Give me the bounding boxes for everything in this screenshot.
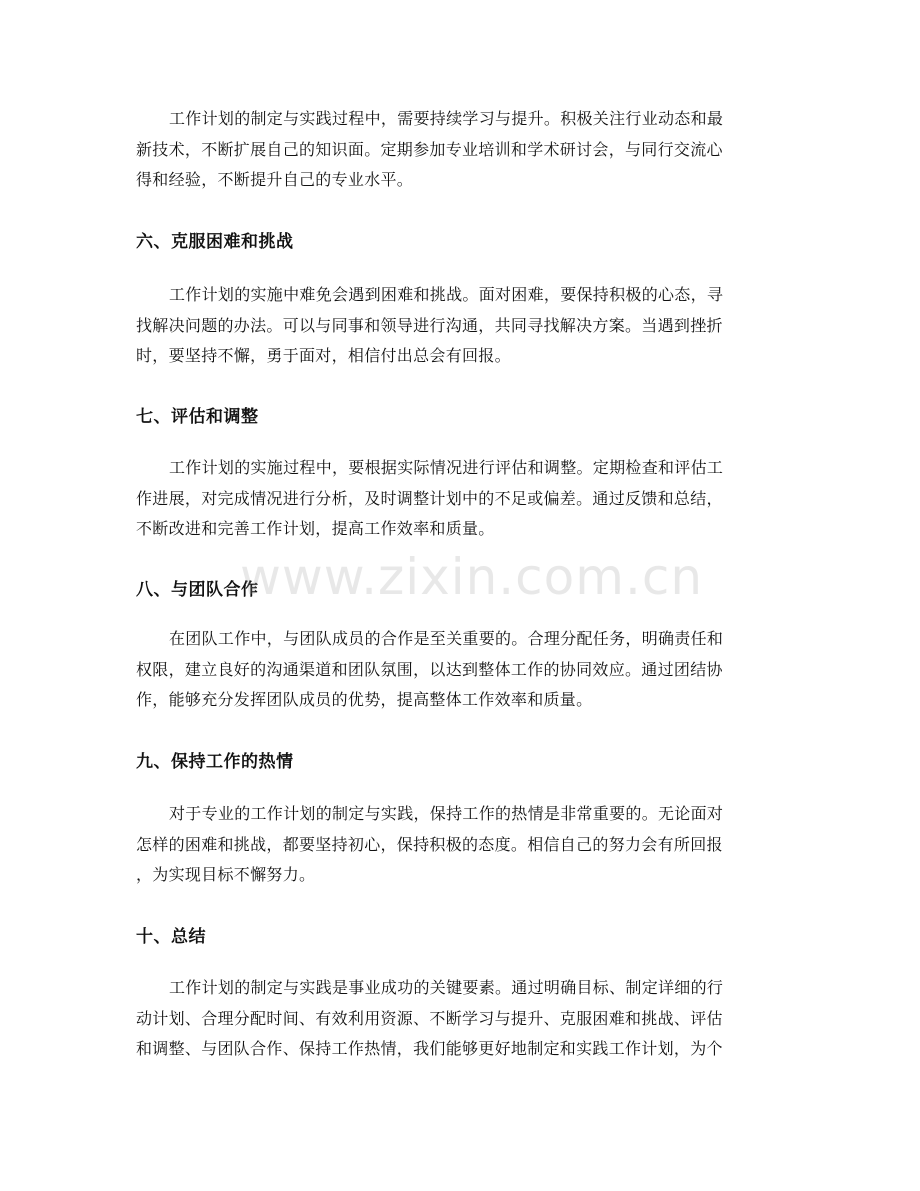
paragraph-team-cooperation [136,624,786,716]
paragraph-line: 得和经验，不断提升自己的专业水平。 [136,170,414,189]
paragraph-line: 工作计划的实施过程中，要根据实际情况进行评估和调整。定期检查和评估工 [169,458,724,477]
paragraph-line: 工作计划的制定与实践是事业成功的关键要素。通过明确目标、制定详细的行 [169,978,724,997]
paragraph-keep-passion [136,799,786,891]
paragraph-line: 在团队工作中，与团队成员的合作是至关重要的。合理分配任务，明确责任和 [169,629,724,648]
section-heading-10: 十、总结 [136,927,206,947]
paragraph-line: 工作计划的实施中难免会遇到困难和挑战。面对困难，要保持积极的心态，寻 [169,285,724,304]
paragraph-line: 时，要坚持不懈，勇于面对，相信付出总会有回报。 [136,346,511,365]
paragraph-continuous-learning [136,104,786,196]
paragraph-line: ，为实现目标不懈努力。 [136,865,316,884]
section-heading-8: 八、与团队合作 [136,580,259,600]
paragraph-line: 作进展，对完成情况进行分析，及时调整计划中的不足或偏差。通过反馈和总结， [136,488,723,508]
paragraph-line: 作，能够充分发挥团队成员的优势，提高整体工作效率和质量。 [136,690,593,709]
paragraph-line: 不断改进和完善工作计划，提高工作效率和质量。 [136,519,495,538]
paragraph-line: 找解决问题的办法。可以与同事和领导进行沟通，共同寻找解决方案。当遇到挫折 [136,315,723,335]
paragraph-line: 对于专业的工作计划的制定与实践，保持工作的热情是非常重要的。无论面对 [169,804,724,823]
paragraph-summary [136,973,786,1065]
paragraph-overcome-difficulties [136,280,786,372]
watermark: www.zixin.com.cn [240,548,704,606]
section-heading-6: 六、克服困难和挑战 [136,232,294,252]
paragraph-line: 新技术，不断扩展自己的知识面。定期参加专业培训和学术研讨会，与同行交流心 [136,139,723,159]
section-heading-7: 七、评估和调整 [136,407,259,427]
paragraph-evaluate-adjust [136,453,786,545]
section-heading-9: 九、保持工作的热情 [136,752,294,772]
paragraph-line: 和调整、与团队合作、保持工作热情，我们能够更好地制定和实践工作计划，为个 [136,1039,723,1058]
paragraph-line: 权限，建立良好的沟通渠道和团队氛围，以达到整体工作的协同效应。通过团结协 [136,659,723,679]
paragraph-line: 怎样的困难和挑战，都要坚持初心，保持积极的态度。相信自己的努力会有所回报 [136,834,723,854]
paragraph-line: 动计划、合理分配时间、有效利用资源、不断学习与提升、克服困难和挑战、评估 [136,1008,723,1028]
paragraph-line: 工作计划的制定与实践过程中，需要持续学习与提升。积极关注行业动态和最 [169,109,724,128]
